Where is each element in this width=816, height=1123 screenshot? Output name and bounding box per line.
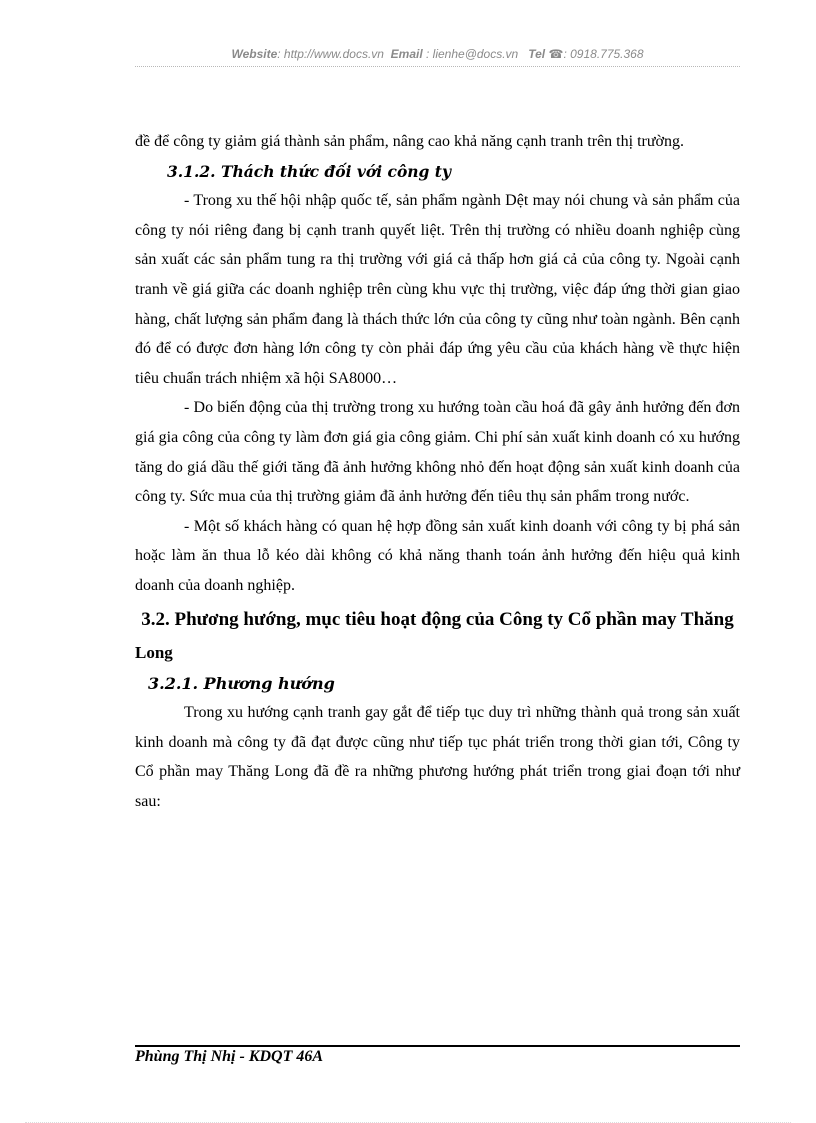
paragraph-challenge-3: - Một số khách hàng có quan hệ hợp đồng sản xuất kinh doanh với công ty bị phá sản hoặc làm ăn thua lỗ kéo dài không có khả năng thanh toán ảnh hưởng đến hiệu quả kinh doanh của doanh nghiệp. xyxy=(135,517,740,594)
email-value: : lienhe@docs.vn xyxy=(426,47,519,61)
page-header xyxy=(135,47,740,61)
phone-icon: ☎ xyxy=(548,47,564,61)
paragraph-challenge-2: - Do biến động của thị trường trong xu hướng toàn cầu hoá đã gây ảnh hưởng đến đơn giá gia công của công ty làm đơn giá gia công giảm. Chi phí sản xuất kinh doanh có xu hướng tăng do giá dầu thế giới tăng đã ảnh hưởng không nhỏ đến hoạt động sản xuất kinh doanh của công ty. Sức mua của thị trường giảm đã ảnh hưởng đến tiêu thụ sản phẩm trong nước. xyxy=(135,399,740,506)
tel-value: : 0918.775.368 xyxy=(563,47,644,61)
paragraph-challenge-1: - Trong xu thế hội nhập quốc tế, sản phẩm ngành Dệt may nói chung và sản phẩm của công ty nói riêng đang bị cạnh tranh quyết liệt. Trên thị trường có nhiều doanh nghiệp cùng sản xuất các sản phẩm tung ra thị trường với giá cả thấp hơn giá cả của công ty. Ngoài cạnh tranh về giá giữa các doanh nghiệp trên cùng khu vực thị trường, việc đáp ứng thời gian giao hàng, chất lượng sản phẩm đang là thách thức lớn của công ty cũng như toàn ngành. Bên cạnh đó để có được đơn hàng lớn công ty còn phải đáp ứng yêu cầu của khách hàng về thực hiện tiêu chuẩn trách nhiệm xã hội SA8000… xyxy=(135,192,740,387)
footer-divider xyxy=(135,1045,740,1047)
header-divider xyxy=(135,66,740,67)
section-heading-3-2: 3.2. Phương hướng, mục tiêu hoạt động của Công ty Cổ phần may Thăng xyxy=(141,608,734,630)
tel-label: Tel xyxy=(528,47,546,61)
website-value: : http://www.docs.vn xyxy=(277,47,384,61)
website-label: Website xyxy=(231,47,278,61)
footer-author: Phùng Thị Nhị - KDQT 46A xyxy=(135,1048,324,1065)
email-label: Email xyxy=(390,47,423,61)
document-body xyxy=(135,127,740,816)
section-heading-3-2-tail: Long xyxy=(135,642,173,662)
section-heading-3-2-1: 3.2.1. Phương hướng xyxy=(148,673,335,693)
paragraph-continuation: đề để công ty giảm giá thành sản phẩm, nâng cao khả năng cạnh tranh trên thị trường. xyxy=(135,133,684,150)
paragraph-direction: Trong xu hướng cạnh tranh gay gắt để tiếp tục duy trì những thành quả trong sản xuất kinh doanh mà công ty đã đạt được cũng như tiếp tục phát triển trong thời gian tới, Công ty Cổ phần may Thăng Long đã đề ra những phương hướng phát triển trong giai đoạn tới như sau: xyxy=(135,704,740,810)
section-heading-3-1-2: 3.1.2. Thách thức đối với công ty xyxy=(167,161,451,181)
